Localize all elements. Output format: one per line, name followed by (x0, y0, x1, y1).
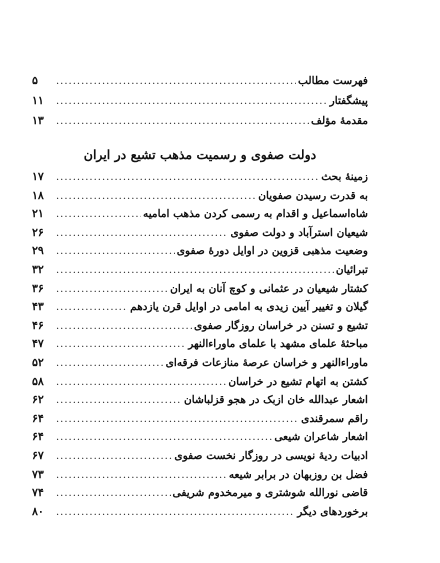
dot-leader (56, 225, 228, 244)
toc-entry-title: شیعیان استرآباد و دولت صفوی (230, 226, 368, 239)
toc-entry (32, 298, 368, 317)
toc-entry (32, 261, 368, 280)
dot-leader (56, 429, 272, 448)
toc-entry-page: ۶۴ (32, 411, 44, 425)
toc-entry (32, 373, 368, 392)
dot-leader (56, 262, 334, 281)
toc-entry-page: ۶۷ (32, 448, 44, 462)
toc-entry (32, 205, 368, 224)
toc-entry (32, 503, 368, 522)
toc-entry (32, 224, 368, 243)
toc-entry (32, 391, 368, 410)
toc-entry-page: ۴۶ (32, 318, 44, 332)
dot-leader (56, 206, 141, 225)
toc-entry (32, 410, 368, 429)
toc-entry-page: ۳۶ (32, 281, 44, 295)
toc-entry (32, 168, 368, 187)
toc-entry (32, 91, 368, 111)
toc-entry-title: اشعار شاعران شیعی (274, 431, 368, 444)
toc-entry-page: ۱۸ (32, 188, 44, 202)
dot-leader (56, 374, 226, 393)
toc-entry-title: زمینهٔ بحث (321, 171, 368, 183)
toc-entry (32, 71, 368, 91)
toc-entry-title: کشتن به اتهام تشیع در خراسان (228, 375, 368, 388)
toc-entry-title: قاضی نورالله شوشتری و میرمخدوم شریفی (172, 487, 368, 500)
toc-entry (32, 280, 368, 299)
dot-leader (56, 243, 175, 262)
toc-entry (32, 242, 368, 261)
section-entries-list (32, 168, 368, 521)
toc-entry-title: به قدرت رسیدن صفویان (258, 189, 368, 202)
toc-entry-title: تبرائیان (335, 263, 368, 276)
dot-leader (56, 188, 256, 207)
toc-entry-title: وضعیت مذهبی قزوین در اوایل دورهٔ صفوی (176, 245, 368, 258)
toc-entry-title: برخوردهای دیگر (297, 505, 368, 518)
toc-entry-page: ۱۷ (32, 170, 44, 183)
dot-leader (56, 112, 309, 132)
toc-entry-page: ۲۹ (32, 244, 44, 258)
toc-entry (32, 354, 368, 373)
toc-entry-page: ۲۶ (32, 225, 44, 239)
toc-entry-page: ۵ (32, 74, 38, 87)
toc-entry-page: ۷۳ (32, 467, 44, 481)
toc-entry (32, 335, 368, 354)
toc-entry-title: ماوراءالنهر و خراسان عرصهٔ منازعات فرقه‌ای (165, 356, 368, 369)
dot-leader (56, 318, 192, 337)
dot-leader (56, 92, 328, 112)
toc-entry-page: ۱۱ (32, 94, 44, 107)
toc-entry-title: پیشگفتار (329, 95, 368, 107)
toc-entry-page: ۵۲ (32, 355, 44, 369)
toc-entry-title: مباحثهٔ علمای مشهد با علمای ماوراءالنهر (188, 338, 368, 351)
toc-entry (32, 187, 368, 206)
dot-leader (56, 411, 299, 430)
toc-entry-page: ۴۷ (32, 337, 44, 351)
dot-leader (56, 355, 164, 374)
toc-entry-page: ۴۳ (32, 300, 44, 314)
dot-leader (56, 504, 295, 523)
front-matter-list (32, 71, 368, 131)
toc-entry-title: فضل بن روزبهان در برابر شیعه (228, 468, 368, 481)
toc-entry-title: شاه‌اسماعیل و اقدام به رسمی کردن مذهب امامیه (143, 208, 368, 221)
toc-entry-page: ۳۲ (32, 262, 44, 276)
dot-leader (56, 72, 296, 92)
toc-entry-title: ادبیات ردیهٔ نویسی در روزگار نخست صفوی (174, 449, 368, 462)
toc-entry-page: ۷۴ (32, 486, 44, 500)
toc-entry-title: گیلان و تغییر آیین زیدی به امامی در اوایل قرن یازدهم (130, 301, 368, 314)
toc-entry-title: کشتار شیعیان در عثمانی و کوچ آنان به ایران (170, 282, 368, 295)
dot-leader (56, 281, 168, 300)
toc-entry-page: ۲۱ (32, 207, 44, 221)
toc-entry-title: تشیع و تسنن در خراسان روزگار صفوی (193, 319, 368, 332)
toc-entry-title: مقدمهٔ مؤلف (311, 115, 368, 127)
dot-leader (56, 467, 227, 486)
toc-entry (32, 484, 368, 503)
dot-leader (56, 448, 172, 467)
toc-entry (32, 447, 368, 466)
toc-entry (32, 428, 368, 447)
dot-leader (56, 392, 182, 411)
dot-leader (56, 336, 186, 355)
toc-entry-page: ۶۴ (32, 430, 44, 444)
toc-entry-title: راقم سمرقندی (301, 412, 368, 425)
toc-entry-title: فهرست مطالب (298, 75, 368, 87)
toc-entry-page: ۶۲ (32, 393, 44, 407)
dot-leader (56, 485, 171, 504)
section-heading: دولت صفوی و رسمیت مذهب تشیع در ایران (83, 147, 317, 162)
toc-entry-page: ۵۸ (32, 374, 44, 388)
toc-entry (32, 111, 368, 131)
dot-leader (56, 169, 319, 188)
toc-entry (32, 466, 368, 485)
toc-entry-page: ۸۰ (32, 504, 44, 518)
toc-entry (32, 317, 368, 336)
toc-entry-title: اشعار عبدالله خان ازبک در هجو قزلباشان (183, 394, 368, 407)
dot-leader (56, 299, 128, 318)
toc-entry-page: ۱۳ (32, 114, 44, 127)
